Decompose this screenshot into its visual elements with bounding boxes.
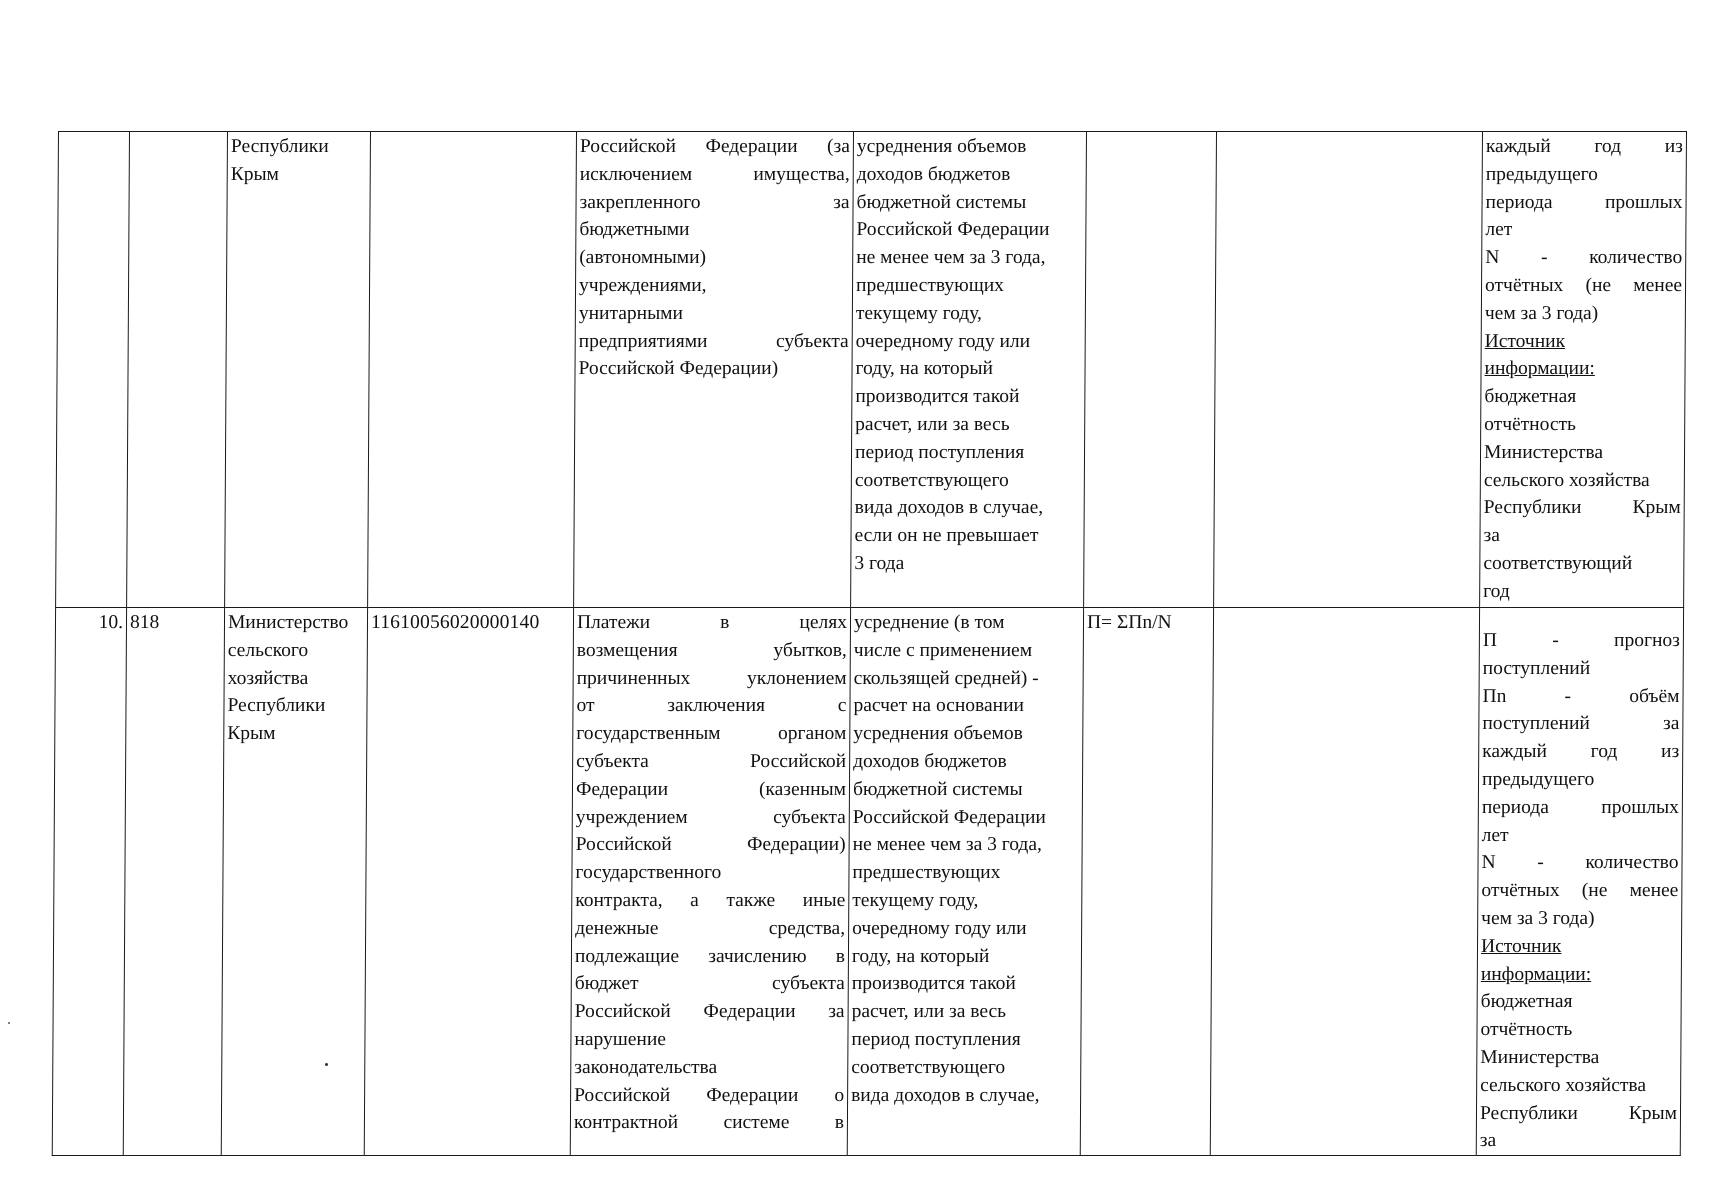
- text-line: лет: [1481, 824, 1509, 846]
- text-line: Министерство: [227, 612, 349, 633]
- text-line: бюджет субъекта: [574, 973, 845, 995]
- text-line: отчётность: [1480, 1019, 1573, 1041]
- text-line: бюджетной системы: [852, 778, 1023, 800]
- forecast-formula: П= ΣПn/N: [1086, 612, 1172, 633]
- text-line: Республики: [230, 136, 329, 157]
- text-line: вида доходов в случае,: [851, 1084, 1040, 1106]
- text-line: законодательства: [574, 1056, 718, 1078]
- admin-name-text: [231, 133, 367, 189]
- cell-kbk-code: [364, 608, 573, 1156]
- text-line: бюджетная: [1484, 386, 1577, 408]
- text-line: если он не превышает: [854, 525, 1039, 547]
- income-name-text: [574, 609, 847, 1137]
- text-line: очередному году или: [852, 917, 1027, 939]
- text-line: каждый год из: [1482, 741, 1680, 763]
- cell-empty: [1210, 608, 1479, 1156]
- text-line: текущему году,: [852, 889, 979, 911]
- text-line: нарушение: [574, 1028, 667, 1050]
- text-line: производится такой: [855, 386, 1020, 408]
- text-line: контракта, а также иные: [575, 889, 846, 911]
- text-line: 3 года: [854, 552, 905, 574]
- text-line: соответствующего: [854, 469, 1009, 491]
- text-line: Крым: [227, 723, 276, 745]
- text-line: отчётность: [1484, 413, 1577, 435]
- text-line: хозяйства: [227, 667, 309, 689]
- text-line: Российской Федерации о: [574, 1084, 845, 1106]
- text-line: контрактной системе в: [573, 1112, 845, 1134]
- cell-admin-code: [127, 132, 228, 608]
- text-line: соответствующий: [1483, 552, 1633, 574]
- text-line: исключением имущества,: [579, 163, 850, 185]
- cell-number: [52, 608, 126, 1156]
- text-line: Федерации (казенным: [575, 778, 847, 800]
- kbk-code: 11610056020000140: [370, 612, 540, 633]
- text-line: предшествующих: [852, 862, 1001, 884]
- text-line: предприятиями субъекта: [578, 330, 849, 352]
- text-line: субъекта Российской: [576, 750, 847, 772]
- text-line: бюджетными: [579, 219, 690, 241]
- text-line: учреждением субъекта: [575, 806, 846, 828]
- method-text: [851, 609, 1080, 1109]
- text-line: Российской Федерации): [578, 358, 779, 380]
- text-line: усреднение (в том: [853, 612, 1005, 633]
- forecast-methods-table: [52, 131, 1687, 1156]
- text-line: Платежи в целях: [576, 612, 848, 633]
- cell-formula: [1080, 608, 1213, 1156]
- admin-code: 818: [129, 612, 160, 633]
- text-line: текущему году,: [855, 302, 983, 324]
- source-label-line: информации:: [1484, 358, 1595, 380]
- text-line: Республики Крым: [1479, 1102, 1678, 1124]
- text-line: Министерства: [1480, 1046, 1600, 1068]
- text-line: подлежащие зачислению в: [574, 945, 846, 967]
- cell-empty: [1214, 132, 1483, 608]
- text-line: предшествующих: [855, 274, 1005, 296]
- text-line: предыдущего: [1481, 768, 1595, 790]
- admin-name-text: [227, 609, 364, 748]
- text-line: отчётных (не менее: [1484, 274, 1683, 296]
- text-line: N - количество: [1485, 247, 1683, 269]
- cell-admin-name: [225, 132, 371, 608]
- scan-speck: [8, 1022, 10, 1024]
- table-row-10: [52, 608, 1683, 1156]
- cell-method: [847, 608, 1083, 1156]
- text-line: расчет на основании: [853, 695, 1025, 717]
- text-line: денежные средства,: [575, 917, 846, 939]
- text-line: возмещения убытков,: [576, 639, 847, 661]
- text-line: учреждениями,: [578, 274, 707, 296]
- text-line: от заключения с: [576, 695, 847, 717]
- text-line: каждый год из: [1485, 136, 1683, 157]
- text-line: Российской Федерации (за: [579, 136, 850, 157]
- text-line: год: [1483, 580, 1510, 602]
- text-line: периода прошлых: [1481, 796, 1679, 818]
- text-line: чем за 3 года): [1481, 907, 1595, 929]
- source-label-line: Источник: [1484, 330, 1566, 352]
- text-line: соответствующего: [851, 1056, 1006, 1078]
- text-line: государственного: [575, 862, 722, 884]
- text-line: усреднения объемов: [853, 723, 1023, 745]
- text-line: расчет, или за весь: [855, 413, 1010, 435]
- cell-income-name: [574, 132, 854, 608]
- source-label-line: информации:: [1480, 963, 1592, 985]
- cell-admin-code: [123, 608, 224, 1156]
- text-line: поступлений: [1482, 657, 1591, 679]
- cell-indicators: [1476, 608, 1683, 1156]
- cell-income-name: [570, 608, 850, 1156]
- text-line: Российской Федерации за: [574, 1001, 845, 1023]
- text-line: государственным органом: [576, 723, 847, 745]
- text-line: не менее чем за 3 года,: [852, 834, 1042, 856]
- text-line: Российской Федерации: [852, 806, 1046, 828]
- text-line: отчётных (не менее: [1481, 880, 1679, 902]
- text-line: чем за 3 года): [1484, 302, 1599, 324]
- text-line: доходов бюджетов: [856, 163, 1011, 185]
- indicators-text: [1483, 133, 1683, 606]
- text-line: Республики: [227, 695, 326, 717]
- text-line: бюджетная: [1480, 991, 1573, 1013]
- cell-method: [851, 132, 1087, 608]
- text-line: Республики Крым: [1483, 497, 1681, 519]
- text-line: лет: [1485, 219, 1513, 241]
- cell-admin-name: [221, 608, 367, 1156]
- text-line: причиненных уклонением: [576, 667, 847, 689]
- text-line: бюджетной системы: [856, 191, 1027, 213]
- text-line: сельского хозяйства: [1480, 1074, 1647, 1096]
- text-line: вида доходов в случае,: [854, 497, 1044, 519]
- text-line: период поступления: [851, 1028, 1021, 1050]
- text-line: доходов бюджетов: [853, 750, 1007, 772]
- text-line: усреднения объемов: [856, 136, 1027, 157]
- text-line: периода прошлых: [1485, 191, 1683, 213]
- text-line: закрепленного за: [579, 191, 850, 213]
- text-line: период поступления: [854, 441, 1025, 463]
- text-line: году, на который: [851, 945, 990, 967]
- text-line: расчет, или за весь: [851, 1001, 1007, 1023]
- text-line: за: [1479, 1130, 1497, 1152]
- cell-indicators: [1480, 132, 1687, 608]
- text-line: Российской Федерации: [856, 219, 1050, 241]
- text-line: П - прогноз: [1482, 630, 1680, 651]
- text-line: за: [1483, 525, 1500, 547]
- table-row-continuation: [56, 132, 1687, 608]
- text-line: очередному году или: [855, 330, 1031, 352]
- text-line: предыдущего: [1485, 163, 1599, 185]
- text-line: Пn - объём: [1482, 685, 1680, 707]
- row-number: 10.: [98, 612, 124, 633]
- indicators-text: [1480, 609, 1680, 1155]
- income-name-text: [578, 133, 850, 383]
- text-line: Крым: [230, 163, 280, 185]
- source-label-line: Источник: [1480, 935, 1562, 957]
- cell-number: [56, 132, 130, 608]
- text-line: числе с применением: [853, 639, 1033, 661]
- text-line: не менее чем за 3 года,: [856, 247, 1046, 269]
- text-line: производится такой: [851, 973, 1016, 995]
- text-line: скользящей средней) -: [853, 667, 1039, 689]
- text-line: Министерства: [1483, 441, 1604, 463]
- cell-kbk-code: [368, 132, 577, 608]
- text-line: сельского хозяйства: [1483, 469, 1650, 491]
- text-line: году, на который: [855, 358, 994, 380]
- text-line: (автономными): [579, 247, 707, 269]
- method-text: [854, 133, 1083, 578]
- text-line: Российской Федерации): [575, 834, 846, 856]
- text-line: унитарными: [578, 302, 684, 324]
- cell-formula: [1084, 132, 1217, 608]
- text-line: поступлений за: [1482, 713, 1680, 735]
- text-line: сельского: [227, 639, 309, 661]
- text-line: N - количество: [1481, 852, 1679, 874]
